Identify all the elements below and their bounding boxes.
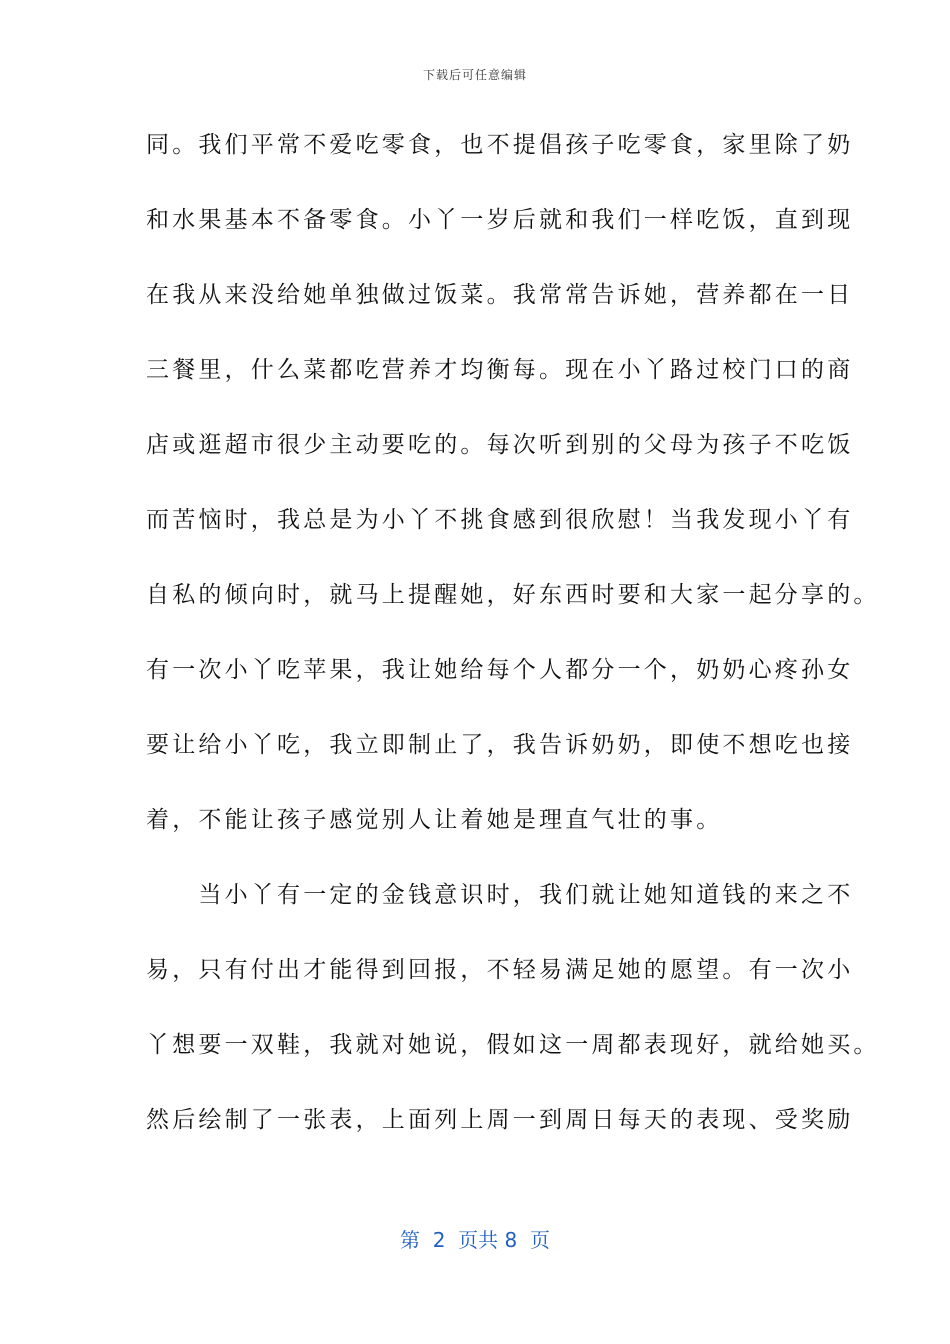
text-line: 同。我们平常不爱吃零食，也不提倡孩子吃零食，家里除了奶 (146, 132, 854, 158)
text-line: 有一次小丫吃苹果，我让她给每个人都分一个，奶奶心疼孙女 (146, 657, 854, 683)
text-line: 丫想要一双鞋，我就对她说，假如这一周都表现好，就给她买。 (146, 1032, 880, 1058)
text-line: 三餐里，什么菜都吃营养才均衡每。现在小丫路过校门口的商 (146, 357, 854, 383)
text-line: 而苦恼时，我总是为小丫不挑食感到很欣慰！当我发现小丫有 (146, 507, 854, 533)
page-number-footer: 第 2 页共 8 页 (400, 1228, 550, 1252)
document-body (146, 122, 880, 1172)
text-line: 要让给小丫吃，我立即制止了，我告诉奶奶，即使不想吃也接 (146, 732, 854, 758)
text-line: 然后绘制了一张表，上面列上周一到周日每天的表现、受奖励 (146, 1107, 854, 1133)
page-header-note: 下载后可任意编辑 (422, 68, 527, 82)
text-line: 易，只有付出才能得到回报，不轻易满足她的愿望。有一次小 (146, 957, 854, 983)
text-line: 着，不能让孩子感觉别人让着她是理直气壮的事。 (146, 807, 723, 833)
text-line: 自私的倾向时，就马上提醒她，好东西时要和大家一起分享的。 (146, 582, 880, 608)
text-line: 店或逛超市很少主动要吃的。每次听到别的父母为孩子不吃饭 (146, 432, 854, 458)
text-line: 在我从来没给她单独做过饭菜。我常常告诉她，营养都在一日 (146, 282, 854, 308)
text-line: 和水果基本不备零食。小丫一岁后就和我们一样吃饭，直到现 (146, 207, 854, 233)
paragraph-start-line: 当小丫有一定的金钱意识时，我们就让她知道钱的来之不 (146, 882, 854, 908)
